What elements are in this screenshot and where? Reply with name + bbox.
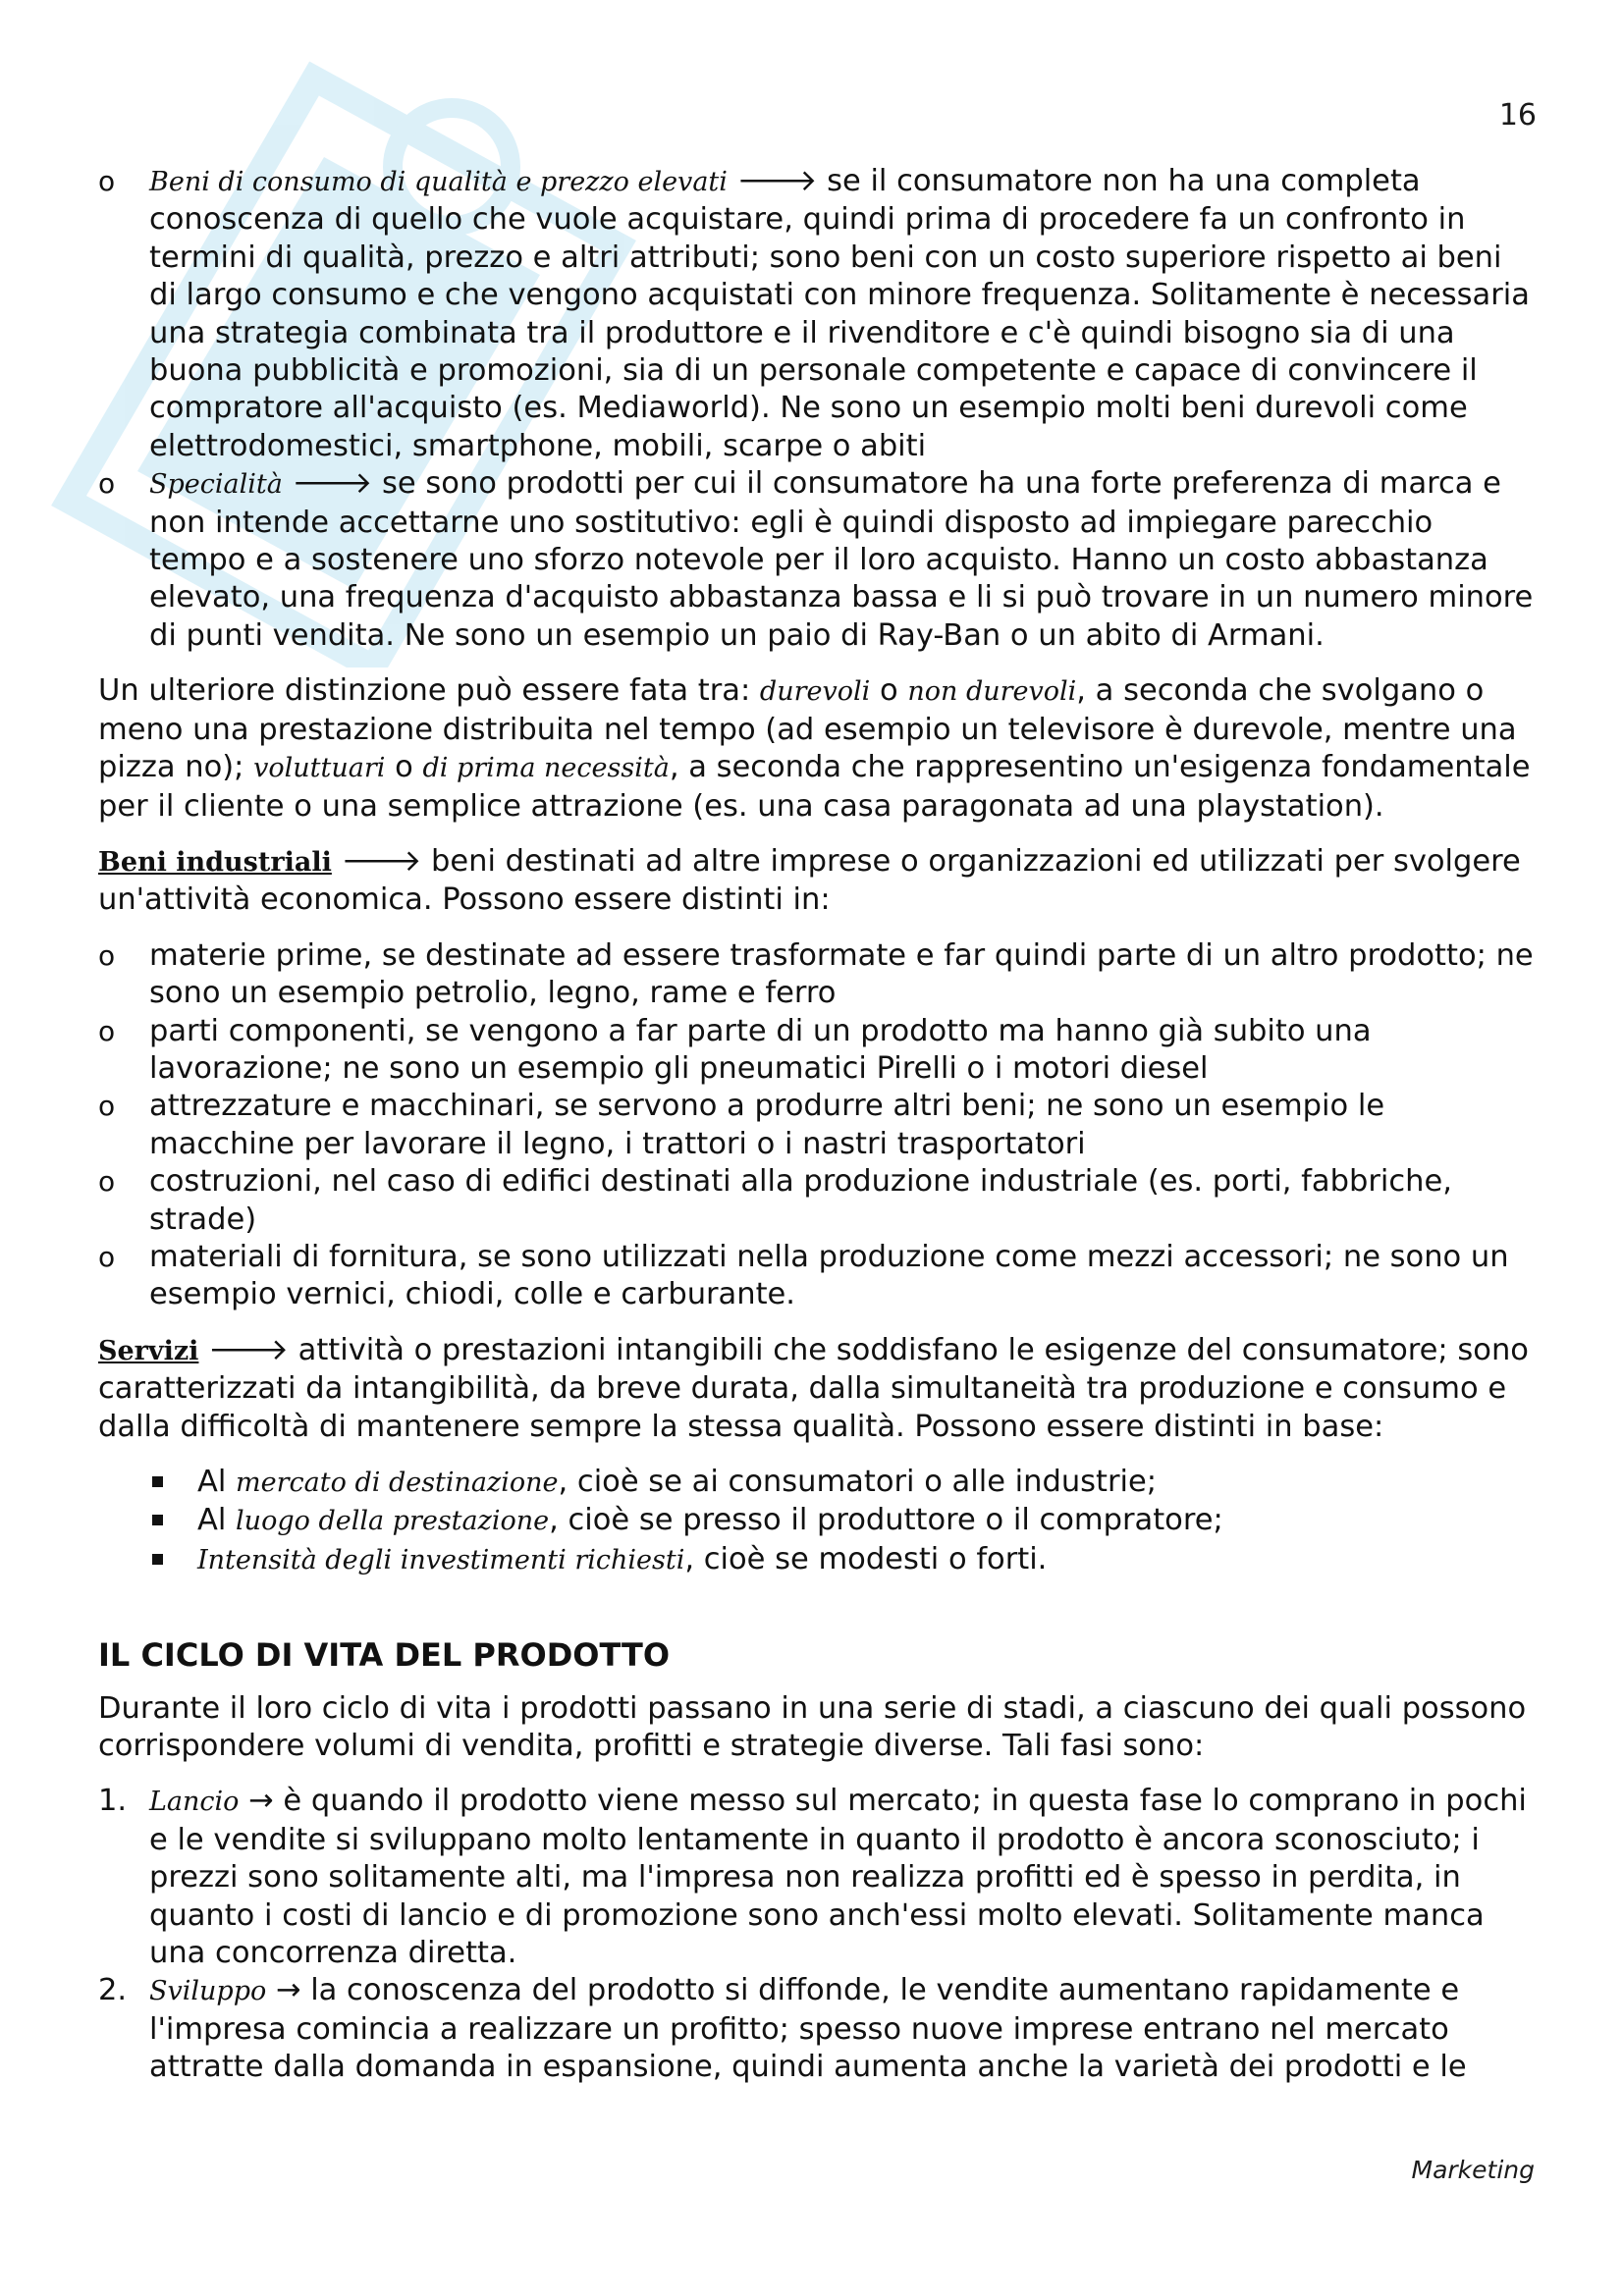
arrow-icon: 🡒 (341, 843, 422, 879)
text: o (385, 750, 423, 785)
list-item (98, 1013, 1537, 1089)
section-heading: Beni industriali (98, 846, 332, 878)
page-number: 16 (1498, 98, 1537, 133)
square-bullet-icon (152, 1554, 163, 1565)
list-item (98, 1464, 1537, 1502)
term: Beni di consumo di qualità e prezzo elevati (149, 167, 728, 197)
footer-label: Marketing (1411, 2156, 1535, 2184)
term: Sviluppo (149, 1976, 267, 2007)
section-heading: Servizi (98, 1335, 199, 1366)
text: Al (197, 1503, 237, 1538)
text: , cioè se presso il produttore o il compratore; (549, 1503, 1223, 1538)
list-item (98, 1088, 1537, 1163)
paragraph-intro: Durante il loro ciclo di vita i prodotti passano in una serie di stadi, a ciascuno dei quali possono corrispondere volumi di vendita, profitti e strategie diverse. Tali fasi sono: (98, 1690, 1527, 1764)
text: , a seconda che rappresentino un'esigenza fondamentale per il cliente o una semplice attrazione (es. una casa paragonata ad una playstation). (98, 750, 1531, 824)
list-item (98, 1163, 1537, 1239)
list-item-text: se il consumatore non ha una completa conoscenza di quello che vuole acquistare, quindi prima di procedere fa un confronto in termini di qualità, prezzo e altri attributi; sono beni con un costo superiore rispetto ai beni di largo consumo e che vengono acquistati con minore frequenza. Solitamente è necessaria una strategia combinata tra il produttore e il rivenditore e c'è quindi bisogno sia di una buona pubblicità e promozioni, sia di un personale competente e capace di convincere il compratore all'acquisto (es. Mediaworld). Ne sono un esempio molti beni durevoli come elettrodomestici, smartphone, mobili, scarpe o abiti (149, 164, 1530, 463)
arrow-icon: → (275, 1973, 301, 2008)
item-number: 1. (98, 1784, 128, 1819)
paragraph-distinzione (98, 672, 1537, 826)
text: Un ulteriore distinzione può essere fata tra: (98, 673, 760, 709)
text: o (870, 673, 908, 709)
text: , cioè se modesti o forti. (684, 1541, 1048, 1576)
document-body (98, 163, 1537, 2087)
list-item-beni-qualita (98, 163, 1537, 465)
list-item (98, 1541, 1537, 1579)
arrow-icon: → (248, 1784, 274, 1819)
text: , cioè se ai consumatori o alle industrie; (558, 1465, 1158, 1499)
bullet-marker: o (98, 938, 116, 972)
term: Lancio (149, 1787, 240, 1818)
bullet-marker: o (98, 1014, 116, 1047)
paragraph-text: beni destinati ad altre imprese o organizzazioni ed utilizzati per svolgere un'attività economica. Possono essere distinti in: (98, 843, 1521, 918)
square-bullet-icon (152, 1515, 163, 1525)
bullet-marker: o (98, 165, 116, 197)
square-bullet-icon (152, 1476, 163, 1487)
list-item (98, 1239, 1537, 1314)
list-item-specialita (98, 465, 1537, 655)
term: mercato di destinazione (236, 1468, 559, 1498)
list-item (98, 1502, 1537, 1540)
list-item-text: parti componenti, se vengono a far parte di un prodotto ma hanno già subito una lavorazione; ne sono un esempio gli pneumatici Pirelli o i motori diesel (149, 1013, 1372, 1086)
term: Intensità degli investimenti richiesti (197, 1544, 685, 1575)
bullet-marker: o (98, 1165, 116, 1199)
arrow-icon: 🡒 (292, 466, 373, 502)
numbered-item-lancio (98, 1783, 1537, 1972)
arrow-icon: 🡒 (208, 1332, 289, 1367)
list-item-text: è quando il prodotto viene messo sul mercato; in questa fase lo comprano in pochi e le vendite si sviluppano molto lentamente in quanto il prodotto è ancora sconosciuto; i prezzi sono solitamente alti, ma l'impresa non realizza profitti ed è spesso in perdita, in quanto i costi di lancio e di promozione sono anch'essi molto elevati. Solitamente manca una concorrenza diretta. (149, 1784, 1527, 1971)
text: Al (197, 1465, 237, 1499)
term: voluttuari (253, 753, 386, 784)
term: luogo della prestazione (236, 1506, 550, 1537)
bullet-marker: o (98, 467, 116, 501)
arrow-icon: 🡒 (736, 164, 818, 198)
paragraph-text: attività o prestazioni intangibili che soddisfano le esigenze del consumatore; sono caratterizzati da intangibilità, da breve durata, dalla simultaneità tra produzione e consumo e dalla difficoltà di mantenere sempre la stessa qualità. Possono essere distinti in base: (98, 1332, 1529, 1444)
numbered-item-sviluppo (98, 1972, 1537, 2086)
list-item-text: se sono prodotti per cui il consumatore ha una forte preferenza di marca e non intende accettarne uno sostitutivo: egli è quindi disposto ad impiegare parecchio tempo e a sostenere uno sforzo notevole per il loro acquisto. Hanno un costo abbastanza elevato, una frequenza d'acquisto abbastanza bassa e li si può trovare in un numero minore di punti vendita. Ne sono un esempio un paio di Ray-Ban o un abito di Armani. (149, 466, 1534, 653)
paragraph-servizi (98, 1332, 1537, 1446)
term: non durevoli (907, 676, 1077, 708)
list-item-text: costruzioni, nel caso di edifici destinati alla produzione industriale (es. porti, fabbriche, strade) (149, 1164, 1452, 1237)
bullet-marker: o (98, 1240, 116, 1273)
list-item-text: attrezzature e macchinari, se servono a produrre altri beni; ne sono un esempio le macchine per lavorare il legno, i trattori o i nastri trasportatori (149, 1089, 1385, 1161)
text: , a seconda che svolgano o meno una prestazione distribuita nel tempo (ad esempio un televisore è durevole, mentre una pizza no); (98, 673, 1517, 785)
list-item-text: materiali di fornitura, se sono utilizzati nella produzione come mezzi accessori; ne sono un esempio vernici, chiodi, colle e carburante. (149, 1239, 1509, 1312)
list-item-text: materie prime, se destinate ad essere trasformate e far quindi parte di un altro prodotto; ne sono un esempio petrolio, legno, rame e ferro (149, 937, 1534, 1011)
item-number: 2. (98, 1973, 128, 2008)
bullet-marker: o (98, 1090, 116, 1123)
paragraph-beni-industriali (98, 843, 1537, 920)
list-item (98, 937, 1537, 1013)
term: di prima necessità (422, 753, 670, 784)
term: durevoli (759, 676, 871, 708)
section-title: IL CICLO DI VITA DEL PRODOTTO (98, 1636, 671, 1675)
term: Specialità (149, 469, 283, 501)
list-item-text: la conoscenza del prodotto si diffonde, le vendite aumentano rapidamente e l'impresa comincia a realizzare un profitto; spesso nuove imprese entrano nel mercato attratte dalla domanda in espansione, quindi aumenta anche la varietà dei prodotti e le (149, 1973, 1467, 2085)
